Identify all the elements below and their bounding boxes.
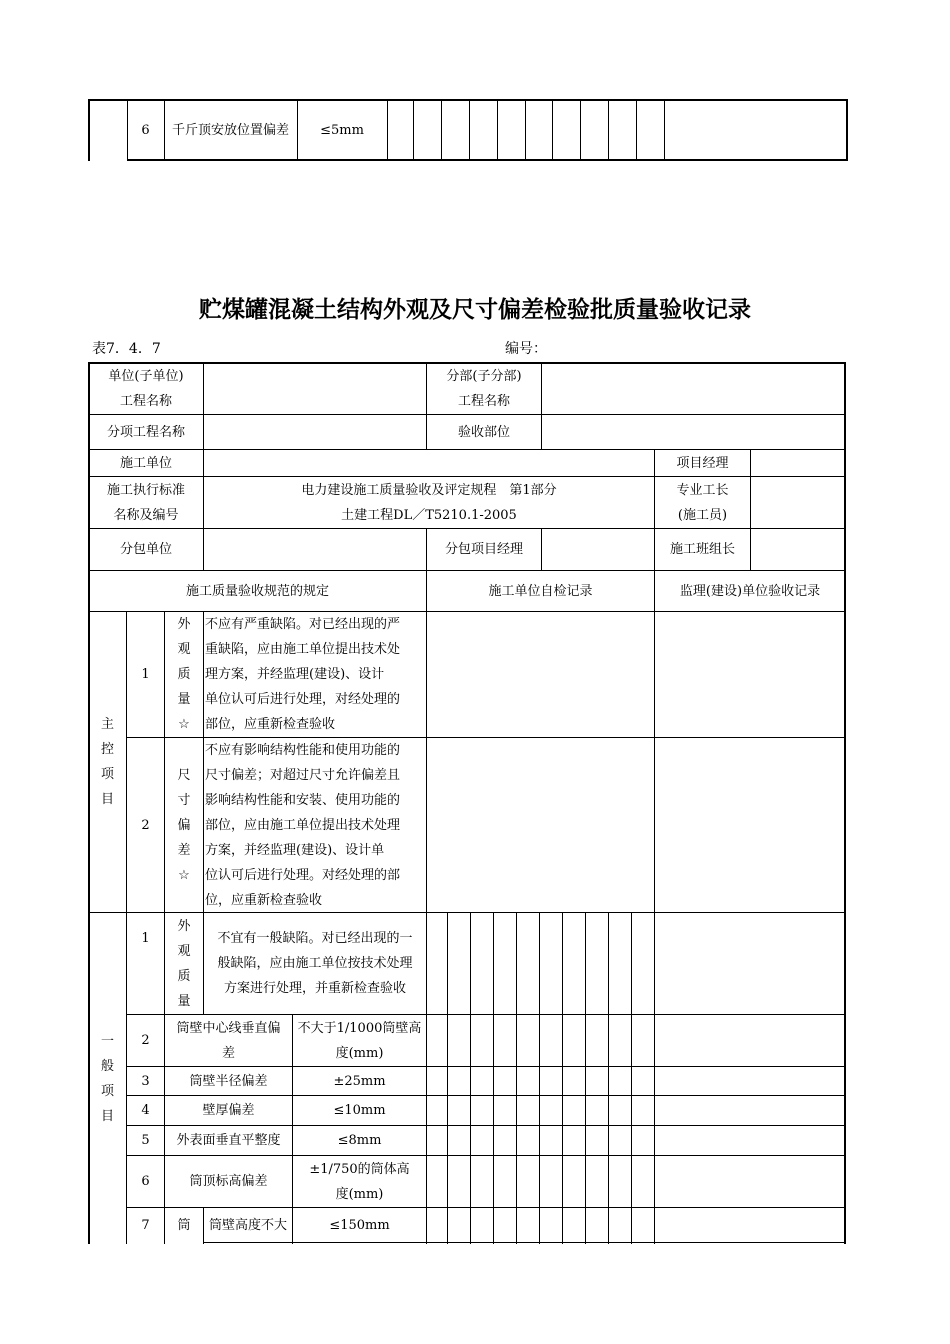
main-item-2-text: 不应有影响结构性能和使用功能的 尺寸偏差；对超过尺寸允许偏差且 影响结构性能和安装、使用功能的 部位，应由施工单位提出技术处理 方案，并经监理(建设)、设计单 位认可后进行处理。对经处理的部 位，应重新检查验收	[205, 743, 401, 908]
general-row-2-name: 筒壁中心线垂直偏 差	[176, 1020, 281, 1061]
sub-division-label: 分部(子分部) 工程名称	[446, 368, 522, 409]
main-item-1-number: 1	[141, 667, 150, 682]
main-item-2-number: 2	[141, 817, 150, 833]
general-item-1-text: 不宜有一般缺陷。对已经出现的一 般缺陷，应由施工单位按技术处理 方案进行处理，并重新检查验收	[217, 931, 413, 996]
general-row-7-group: 筒	[177, 1217, 191, 1233]
general-row-4-name: 壁厚偏差	[202, 1103, 255, 1118]
general-row-3-number: 3	[141, 1073, 150, 1089]
general-row-5-number: 5	[141, 1133, 150, 1148]
general-row-7-number: 7	[141, 1217, 150, 1233]
general-row-2-tolerance: 不大于1/1000筒壁高 度(mm)	[297, 1020, 422, 1061]
main-item-1-text: 不应有严重缺陷。对已经出现的严 重缺陷，应由施工单位提出技术处 理方案，并经监理(建设)、设计 单位认可后进行处理，对经处理的 部位，应重新检查验收	[205, 617, 401, 732]
main-item-2-name: 尺 寸 偏 差 ☆	[177, 767, 191, 883]
general-row-5-name: 外表面垂直平整度	[176, 1133, 281, 1148]
sub-item-label: 分项工程名称	[106, 424, 185, 440]
top-row-number: 6	[141, 122, 150, 138]
general-row-7-name: 筒壁高度不大	[208, 1217, 287, 1233]
general-row-3-tolerance: ±25mm	[333, 1073, 386, 1089]
general-row-5-tolerance: ≤8mm	[337, 1133, 382, 1148]
general-row-4-tolerance: ≤10mm	[333, 1103, 386, 1118]
spec-column-heading: 施工质量验收规范的规定	[185, 583, 329, 599]
main-item-1-name: 外 观 质 量 ☆	[177, 617, 191, 732]
general-row-6-name: 筒顶标高偏差	[189, 1174, 268, 1189]
self-check-column-heading: 施工单位自检记录	[488, 583, 593, 599]
table-number: 表7．4．7	[92, 341, 161, 357]
construction-unit-label: 施工单位	[119, 455, 172, 471]
standard-value: 电力建设施工质量验收及评定规程 第1部分 土建工程DL／T5210.1-2005	[301, 482, 557, 523]
unit-name-label: 单位(子单位) 工程名称	[108, 368, 184, 409]
project-manager-label: 项目经理	[676, 455, 729, 471]
general-item-1-number: 1	[141, 931, 150, 946]
foreman-label: 专业工长 (施工员)	[676, 482, 729, 523]
general-row-6-number: 6	[141, 1174, 150, 1189]
general-row-4-number: 4	[141, 1103, 150, 1118]
general-row-6-tolerance: ±1/750的筒体高 度(mm)	[309, 1161, 410, 1202]
general-items-label: 一 般 项 目	[100, 1033, 114, 1124]
general-row-2-number: 2	[141, 1033, 150, 1048]
general-row-7-tolerance: ≤150mm	[329, 1217, 390, 1233]
standard-label: 施工执行标准 名称及编号	[106, 482, 185, 523]
sub-pm-label: 分包项目经理	[444, 542, 523, 557]
main-control-label: 主 控 项 目	[100, 717, 114, 807]
subcontractor-label: 分包单位	[119, 542, 172, 557]
acceptance-part-label: 验收部位	[457, 424, 510, 440]
top-row-item: 千斤顶安放位置偏差	[171, 122, 289, 138]
serial-number-label: 编号：	[505, 341, 547, 357]
page-title: 贮煤罐混凝土结构外观及尺寸偏差检验批质量验收记录	[199, 297, 751, 323]
general-row-3-name: 筒壁半径偏差	[189, 1073, 268, 1089]
general-item-1-name: 外 观 质 量	[177, 918, 191, 1009]
team-leader-label: 施工班组长	[669, 542, 735, 557]
top-row-tolerance: ≤5mm	[320, 122, 364, 138]
supervisor-column-heading: 监理(建设)单位验收记录	[679, 583, 821, 599]
